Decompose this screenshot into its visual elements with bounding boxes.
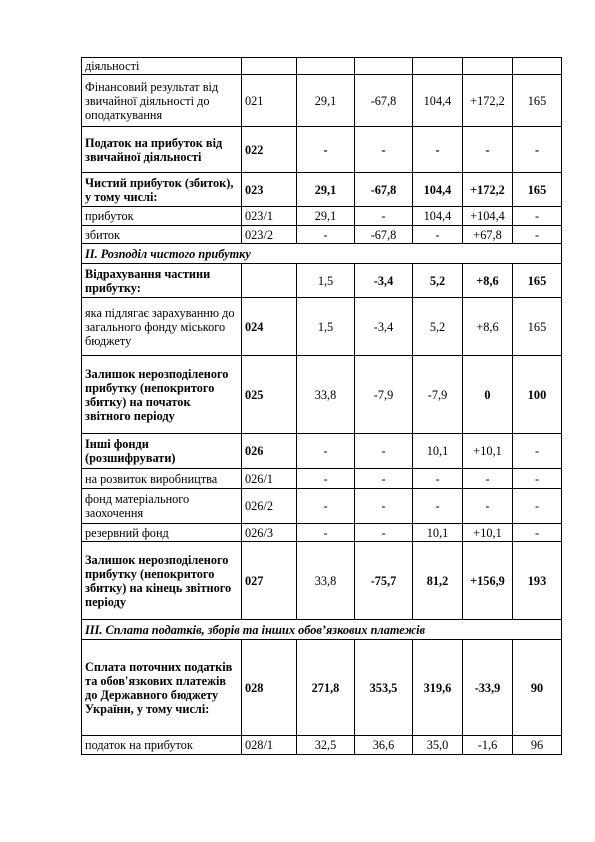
row-label: прибуток <box>82 207 242 226</box>
table-row <box>82 524 562 542</box>
value-cell: - <box>513 489 562 524</box>
row-label: Сплата поточних податків та обов'язкових платежів до Державного бюджету України, у тому числі: <box>82 640 242 736</box>
section-header-row <box>82 620 562 640</box>
row-code: 023/1 <box>242 207 297 226</box>
value-cell: -67,8 <box>355 173 413 207</box>
value-cell: -67,8 <box>355 75 413 127</box>
table-row <box>82 640 562 736</box>
value-cell: - <box>513 207 562 226</box>
table-row <box>82 127 562 173</box>
table-row <box>82 75 562 127</box>
value-cell: - <box>355 524 413 542</box>
row-label: Залишок нерозподіленого прибутку (непокритого збитку) на кінець звітного періоду <box>82 542 242 620</box>
value-cell: 90 <box>513 640 562 736</box>
value-cell: 32,5 <box>297 736 355 755</box>
row-label: збиток <box>82 226 242 244</box>
value-cell: 0 <box>463 356 513 434</box>
row-label: Податок на прибуток від звичайної діяльності <box>82 127 242 173</box>
value-cell: - <box>297 524 355 542</box>
value-cell: - <box>513 434 562 469</box>
value-cell: 36,6 <box>355 736 413 755</box>
value-cell: 33,8 <box>297 356 355 434</box>
value-cell: - <box>463 127 513 173</box>
value-cell: 165 <box>513 173 562 207</box>
value-cell: - <box>463 489 513 524</box>
value-cell <box>413 58 463 75</box>
value-cell: - <box>463 469 513 489</box>
value-cell: 1,5 <box>297 264 355 298</box>
value-cell: +8,6 <box>463 298 513 356</box>
value-cell: -1,6 <box>463 736 513 755</box>
value-cell: 353,5 <box>355 640 413 736</box>
value-cell <box>355 58 413 75</box>
value-cell: 271,8 <box>297 640 355 736</box>
row-label: Залишок нерозподіленого прибутку (непокритого збитку) на початок звітного періоду <box>82 356 242 434</box>
value-cell: 29,1 <box>297 75 355 127</box>
row-label: податок на прибуток <box>82 736 242 755</box>
value-cell: - <box>297 469 355 489</box>
value-cell: - <box>513 226 562 244</box>
value-cell: 10,1 <box>413 524 463 542</box>
value-cell: - <box>355 489 413 524</box>
row-label: Фінансовий результат від звичайної діяльності до оподаткування <box>82 75 242 127</box>
value-cell: -3,4 <box>355 298 413 356</box>
value-cell: 319,6 <box>413 640 463 736</box>
value-cell: - <box>355 207 413 226</box>
row-code: 026/3 <box>242 524 297 542</box>
table-row <box>82 489 562 524</box>
row-code: 027 <box>242 542 297 620</box>
row-code: 022 <box>242 127 297 173</box>
value-cell: +10,1 <box>463 524 513 542</box>
table-row <box>82 542 562 620</box>
value-cell <box>463 58 513 75</box>
value-cell: 29,1 <box>297 207 355 226</box>
row-label: Інші фонди (розшифрувати) <box>82 434 242 469</box>
value-cell: 165 <box>513 264 562 298</box>
value-cell: - <box>297 226 355 244</box>
row-code: 023 <box>242 173 297 207</box>
row-code: 026/2 <box>242 489 297 524</box>
row-label: діяльності <box>82 58 242 75</box>
value-cell: 104,4 <box>413 207 463 226</box>
value-cell: -67,8 <box>355 226 413 244</box>
table-row <box>82 469 562 489</box>
table-row <box>82 356 562 434</box>
row-code <box>242 58 297 75</box>
value-cell: - <box>413 127 463 173</box>
row-label: на розвиток виробництва <box>82 469 242 489</box>
value-cell: - <box>513 127 562 173</box>
row-code: 023/2 <box>242 226 297 244</box>
value-cell: - <box>297 489 355 524</box>
row-label: яка підлягає зарахуванню до загального фонду міського бюджету <box>82 298 242 356</box>
value-cell: - <box>513 469 562 489</box>
row-code: 028/1 <box>242 736 297 755</box>
row-label: фонд матеріального заохочення <box>82 489 242 524</box>
section-header-row <box>82 244 562 264</box>
value-cell: -7,9 <box>413 356 463 434</box>
section-title: ІІ. Розподіл чистого прибутку <box>82 244 562 264</box>
value-cell: -75,7 <box>355 542 413 620</box>
value-cell: +156,9 <box>463 542 513 620</box>
value-cell: 165 <box>513 298 562 356</box>
value-cell: - <box>413 489 463 524</box>
value-cell: - <box>355 127 413 173</box>
row-code: 026/1 <box>242 469 297 489</box>
value-cell: - <box>413 469 463 489</box>
table-row <box>82 298 562 356</box>
value-cell: - <box>355 469 413 489</box>
row-label: Відрахування частини прибутку: <box>82 264 242 298</box>
value-cell: 165 <box>513 75 562 127</box>
value-cell: +10,1 <box>463 434 513 469</box>
table-row <box>82 264 562 298</box>
table-row <box>82 226 562 244</box>
value-cell: 104,4 <box>413 75 463 127</box>
table-row <box>82 736 562 755</box>
value-cell: 29,1 <box>297 173 355 207</box>
value-cell: 81,2 <box>413 542 463 620</box>
value-cell: 100 <box>513 356 562 434</box>
value-cell: 10,1 <box>413 434 463 469</box>
value-cell: 104,4 <box>413 173 463 207</box>
financial-table <box>81 57 562 755</box>
value-cell: -7,9 <box>355 356 413 434</box>
row-code: 024 <box>242 298 297 356</box>
value-cell: - <box>297 127 355 173</box>
value-cell: 96 <box>513 736 562 755</box>
table-row <box>82 207 562 226</box>
value-cell: +67,8 <box>463 226 513 244</box>
value-cell: 35,0 <box>413 736 463 755</box>
row-label: резервний фонд <box>82 524 242 542</box>
value-cell: -33,9 <box>463 640 513 736</box>
value-cell: +8,6 <box>463 264 513 298</box>
table-row <box>82 58 562 75</box>
row-code: 021 <box>242 75 297 127</box>
value-cell: 193 <box>513 542 562 620</box>
value-cell <box>297 58 355 75</box>
value-cell: +104,4 <box>463 207 513 226</box>
table-row <box>82 173 562 207</box>
value-cell <box>513 58 562 75</box>
value-cell: 1,5 <box>297 298 355 356</box>
row-code <box>242 264 297 298</box>
value-cell: 5,2 <box>413 298 463 356</box>
row-code: 025 <box>242 356 297 434</box>
row-code: 026 <box>242 434 297 469</box>
value-cell: - <box>413 226 463 244</box>
value-cell: - <box>513 524 562 542</box>
value-cell: - <box>297 434 355 469</box>
section-title: ІІІ. Сплата податків, зборів та інших обов’язкових платежів <box>82 620 562 640</box>
row-label: Чистий прибуток (збиток), у тому числі: <box>82 173 242 207</box>
value-cell: 33,8 <box>297 542 355 620</box>
row-code: 028 <box>242 640 297 736</box>
value-cell: +172,2 <box>463 173 513 207</box>
value-cell: +172,2 <box>463 75 513 127</box>
table-row <box>82 434 562 469</box>
value-cell: -3,4 <box>355 264 413 298</box>
value-cell: 5,2 <box>413 264 463 298</box>
value-cell: - <box>355 434 413 469</box>
